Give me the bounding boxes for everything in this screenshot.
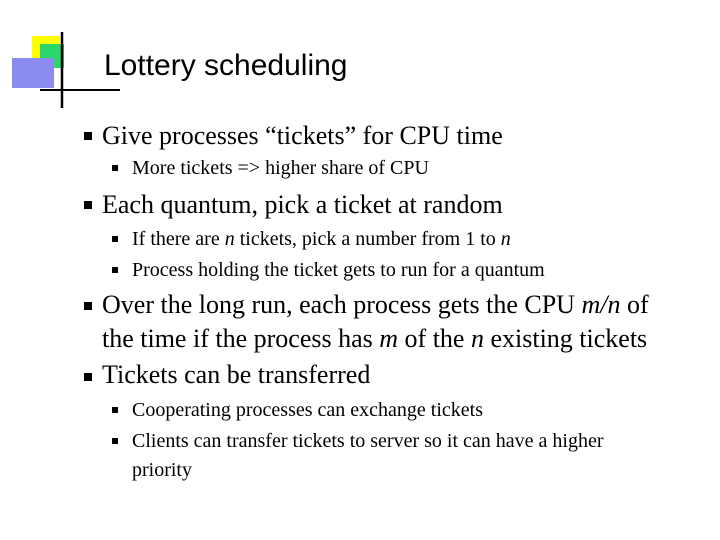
bullet-marker: [84, 373, 92, 381]
bullet-marker: [84, 302, 92, 310]
text-run: existing tickets: [483, 324, 648, 353]
decoration-blue-square: [12, 58, 54, 88]
bullet-text: Tickets can be transferred: [102, 360, 371, 389]
variable-n: n: [224, 228, 235, 250]
text-run: of: [620, 290, 649, 319]
text-run: If there are: [132, 228, 225, 250]
sub-bullet-marker: [112, 267, 118, 273]
sub-bullet-text: Clients can transfer tickets to server so it can have a higher: [132, 430, 604, 452]
bullet-marker: [84, 132, 92, 140]
sub-bullet-marker: [112, 407, 118, 413]
sub-bullet-text: Process holding the ticket gets to run for a quantum: [132, 259, 545, 281]
sub-bullet-text: [132, 224, 511, 254]
sub-bullet-text: Cooperating processes can exchange tickets: [132, 399, 483, 421]
variable-n: n: [470, 324, 484, 353]
bullet-text-continuation: [102, 321, 647, 357]
slide-title: Lottery scheduling: [104, 49, 348, 82]
text-run: the time if the process has: [102, 324, 380, 353]
text-run: tickets, pick a number from 1 to: [234, 228, 501, 250]
bullet-text: Give processes “tickets” for CPU time: [102, 121, 503, 150]
variable-m-over-n: m/n: [581, 290, 621, 319]
sub-bullet-marker: [112, 438, 118, 444]
text-run: Over the long run, each process gets the CPU: [102, 290, 582, 319]
sub-bullet-marker: [112, 236, 118, 242]
variable-n: n: [500, 228, 511, 250]
bullet-marker: [84, 201, 92, 209]
text-run: of the: [398, 324, 471, 353]
title-decoration: [0, 0, 120, 120]
variable-m: m: [379, 324, 399, 353]
bullet-text: [102, 287, 649, 323]
sub-bullet-text-continuation: priority: [132, 459, 192, 481]
bullet-text: Each quantum, pick a ticket at random: [102, 190, 503, 219]
sub-bullet-text: More tickets => higher share of CPU: [132, 157, 429, 179]
sub-bullet-marker: [112, 165, 118, 171]
